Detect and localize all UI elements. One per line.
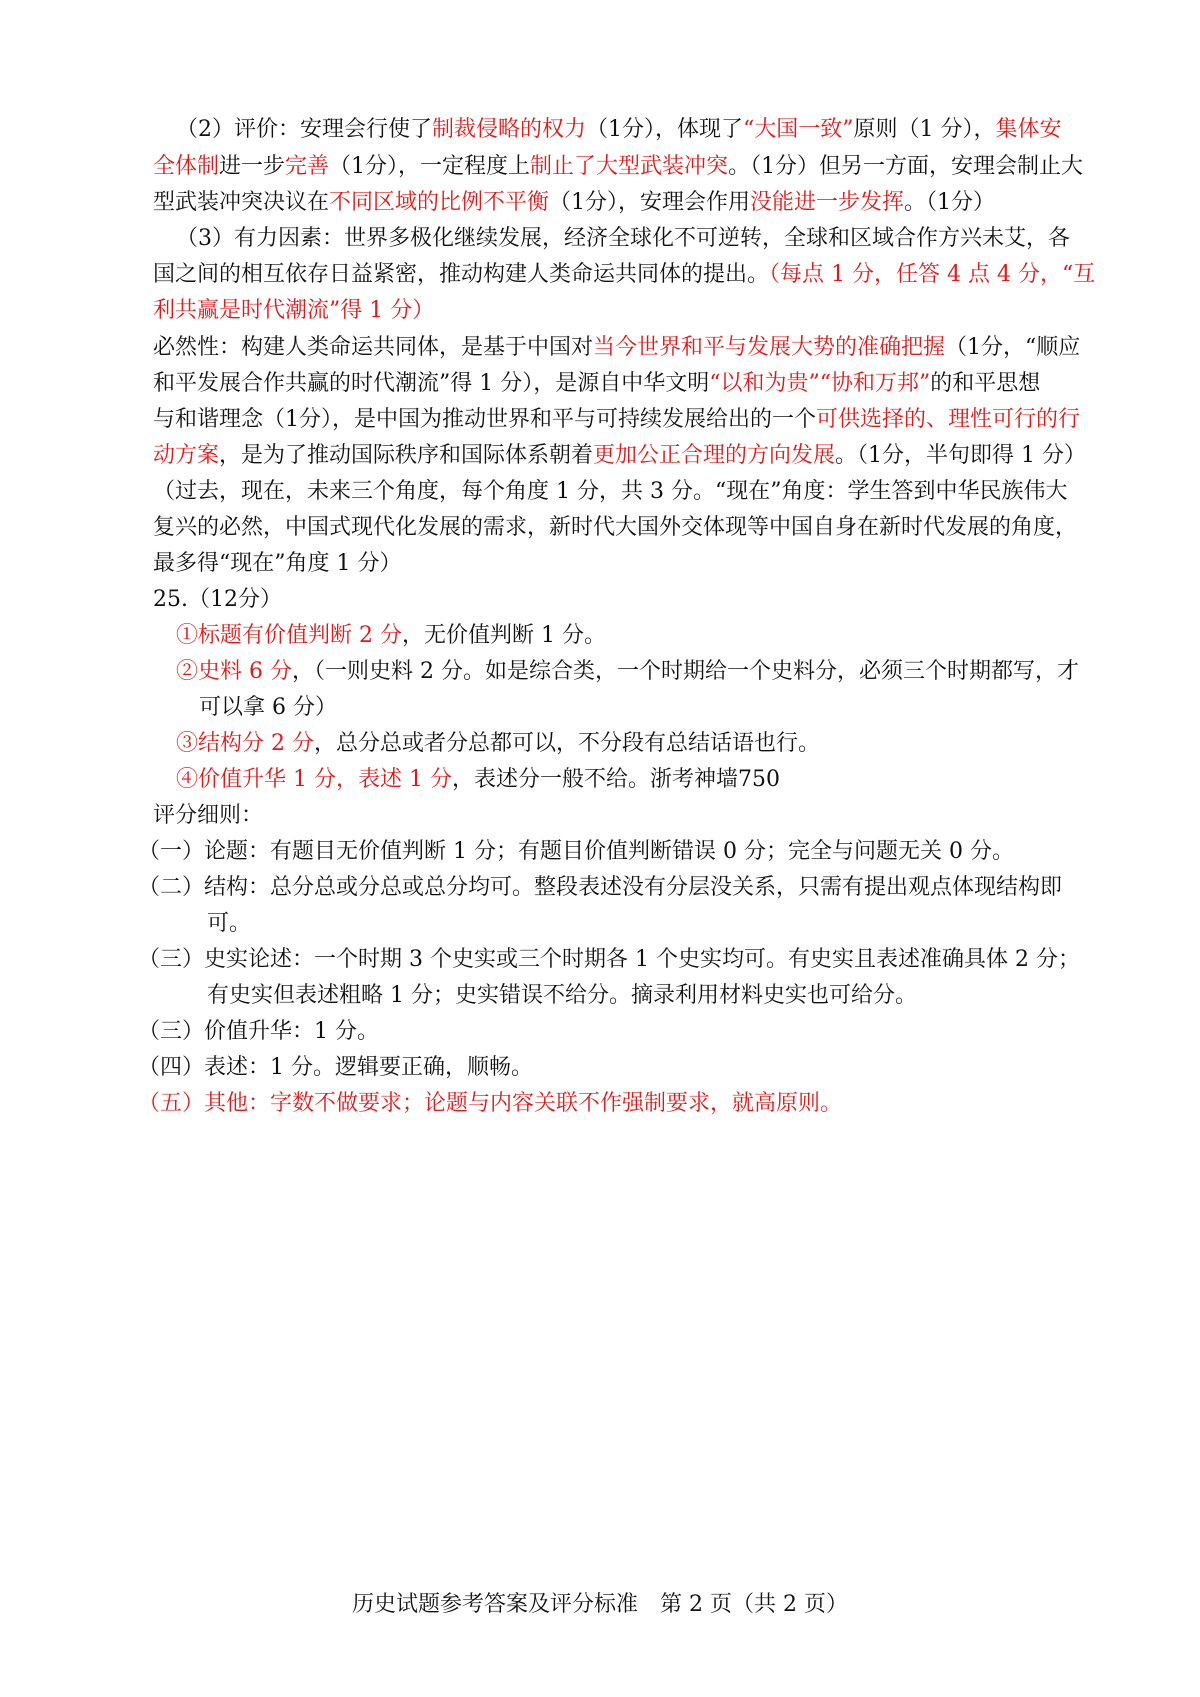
highlighted-text: 没能进一步发挥: [750, 190, 905, 215]
highlighted-text: （五）其他：字数不做要求；论题与内容关联不作强制要求，就高原则。: [138, 1091, 843, 1116]
text-line: [153, 549, 401, 579]
highlighted-text: 利共赢是时代潮流”得 1 分）: [153, 298, 435, 323]
highlighted-text: 集体安: [995, 117, 1062, 142]
text-line: [176, 657, 1079, 687]
text-segment: （过去，现在，未来三个角度，每个角度 1 分，共 3 分。“现在”角度：学生答到中华民族伟大: [153, 479, 1068, 504]
highlighted-text: 更加公正合理的方向发展: [593, 443, 836, 468]
text-line: [138, 1053, 533, 1083]
text-line: [153, 477, 1067, 507]
highlighted-text: ①标题有价值判断 2 分: [176, 623, 402, 648]
text-segment: ，是为了推动国际秩序和国际体系朝着: [219, 443, 594, 468]
highlighted-text: 可供选择的、理性可行的行: [816, 407, 1081, 432]
highlighted-text: ②史料 6 分: [176, 659, 292, 684]
text-segment: （四）表述：1 分。逻辑要正确，顺畅。: [138, 1055, 533, 1080]
text-segment: 可。: [207, 911, 252, 936]
highlighted-text: 制止了大型武装冲突: [530, 154, 729, 179]
text-line: [199, 693, 337, 723]
text-segment: （三）史实论述：一个时期 3 个史实或三个时期各 1 个史实均可。有史实且表述准确具体 2 分；: [138, 947, 1080, 972]
text-segment: 。（1分）但另一方面，安理会制止大: [728, 154, 1084, 179]
highlighted-text: 动方案: [153, 443, 220, 468]
text-line: [153, 369, 1040, 399]
text-segment: （1分），体现了: [586, 117, 744, 142]
text-segment: （1分），安理会作用: [549, 190, 751, 215]
text-segment: 型武装冲突决议在: [153, 190, 330, 215]
text-line: [138, 945, 1080, 975]
highlighted-text: （每点 1 分，任答 4 点 4 分，“互: [769, 262, 1096, 287]
text-line: [153, 441, 1086, 471]
text-segment: （1分），一定程度上: [329, 154, 531, 179]
text-segment: 。（1分）: [904, 190, 996, 215]
text-segment: （3）有力因素：世界多极化继续发展，经济全球化不可逆转，全球和区域合作方兴未艾，各: [176, 226, 1071, 251]
highlighted-text: ③结构分 2 分: [176, 731, 314, 756]
highlighted-text: 不同区域的比例不平衡: [329, 190, 550, 215]
text-segment: 有史实但表述粗略 1 分；史实错误不给分。摘录利用材料史实也可给分。: [207, 983, 917, 1008]
text-segment: 的和平思想: [930, 371, 1041, 396]
text-segment: （1分，“顺应: [945, 335, 1081, 360]
text-segment: ，无价值判断 1 分。: [401, 623, 606, 648]
text-line: [176, 765, 780, 795]
text-line: [153, 405, 1080, 435]
text-segment: 进一步: [219, 154, 286, 179]
text-segment: ，（一则史料 2 分。如是综合类，一个时期给一个史料分，必须三个时期都写，才: [291, 659, 1079, 684]
text-line: [207, 909, 251, 939]
text-line: [138, 1017, 379, 1047]
text-segment: ，表述分一般不给。浙考神墙750: [451, 767, 780, 792]
text-segment: 原则（1 分），: [853, 117, 996, 142]
highlighted-text: 制裁侵略的权力: [432, 117, 587, 142]
text-line: [176, 729, 820, 759]
text-segment: 评分细则：: [153, 803, 264, 828]
text-line: [153, 585, 282, 615]
text-line: [153, 152, 1083, 182]
text-line: [153, 801, 263, 831]
highlighted-text: ④价值升华 1 分，表述 1 分: [176, 767, 452, 792]
highlighted-text: “大国一致”: [743, 117, 854, 142]
text-line: [176, 621, 606, 651]
text-line: [138, 873, 1062, 903]
highlighted-text: 全体制: [153, 154, 220, 179]
text-line: [176, 115, 1062, 145]
text-segment: 与和谐理念（1分），是中国为推动世界和平与可持续发展给出的一个: [153, 407, 816, 432]
text-segment: （一）论题：有题目无价值判断 1 分；有题目价值判断错误 0 分；完全与问题无关 0 分。: [138, 839, 1014, 864]
text-line: [207, 981, 917, 1011]
text-line: [153, 296, 434, 326]
text-segment: ，总分总或者分总都可以，不分段有总结话语也行。: [313, 731, 820, 756]
text-segment: 国之间的相互依存日益紧密，推动构建人类命运共同体的提出。: [153, 262, 770, 287]
highlighted-text: “以和为贵”“协和万邦”: [709, 371, 931, 396]
highlighted-text: 当今世界和平与发展大势的准确把握: [593, 335, 946, 360]
text-line: [153, 188, 995, 218]
text-segment: 和平发展合作共赢的时代潮流”得 1 分），是源自中华文明: [153, 371, 710, 396]
text-segment: （2）评价：安理会行使了: [176, 117, 432, 142]
text-segment: 复兴的必然，中国式现代化发展的需求，新时代大国外交体现等中国自身在新时代发展的角度，: [153, 515, 1078, 540]
text-line: [176, 224, 1070, 254]
text-line: [153, 513, 1077, 543]
text-segment: 25.（12分）: [153, 587, 282, 612]
text-line: [138, 1089, 842, 1119]
text-line: [138, 837, 1014, 867]
text-segment: （三）价值升华：1 分。: [138, 1019, 379, 1044]
text-segment: （二）结构：总分总或分总或总分均可。整段表述没有分层没关系，只需有提出观点体现结构即: [138, 875, 1063, 900]
text-line: [153, 260, 1095, 290]
page-footer: 历史试题参考答案及评分标准 第 2 页（共 2 页）: [352, 1592, 848, 1617]
text-segment: 可以拿 6 分）: [199, 695, 337, 720]
text-segment: 。（1分，半句即得 1 分）: [835, 443, 1087, 468]
text-line: [153, 333, 1080, 363]
text-segment: 必然性：构建人类命运共同体，是基于中国对: [153, 335, 594, 360]
highlighted-text: 完善: [285, 154, 330, 179]
text-segment: 最多得“现在”角度 1 分）: [153, 551, 402, 576]
